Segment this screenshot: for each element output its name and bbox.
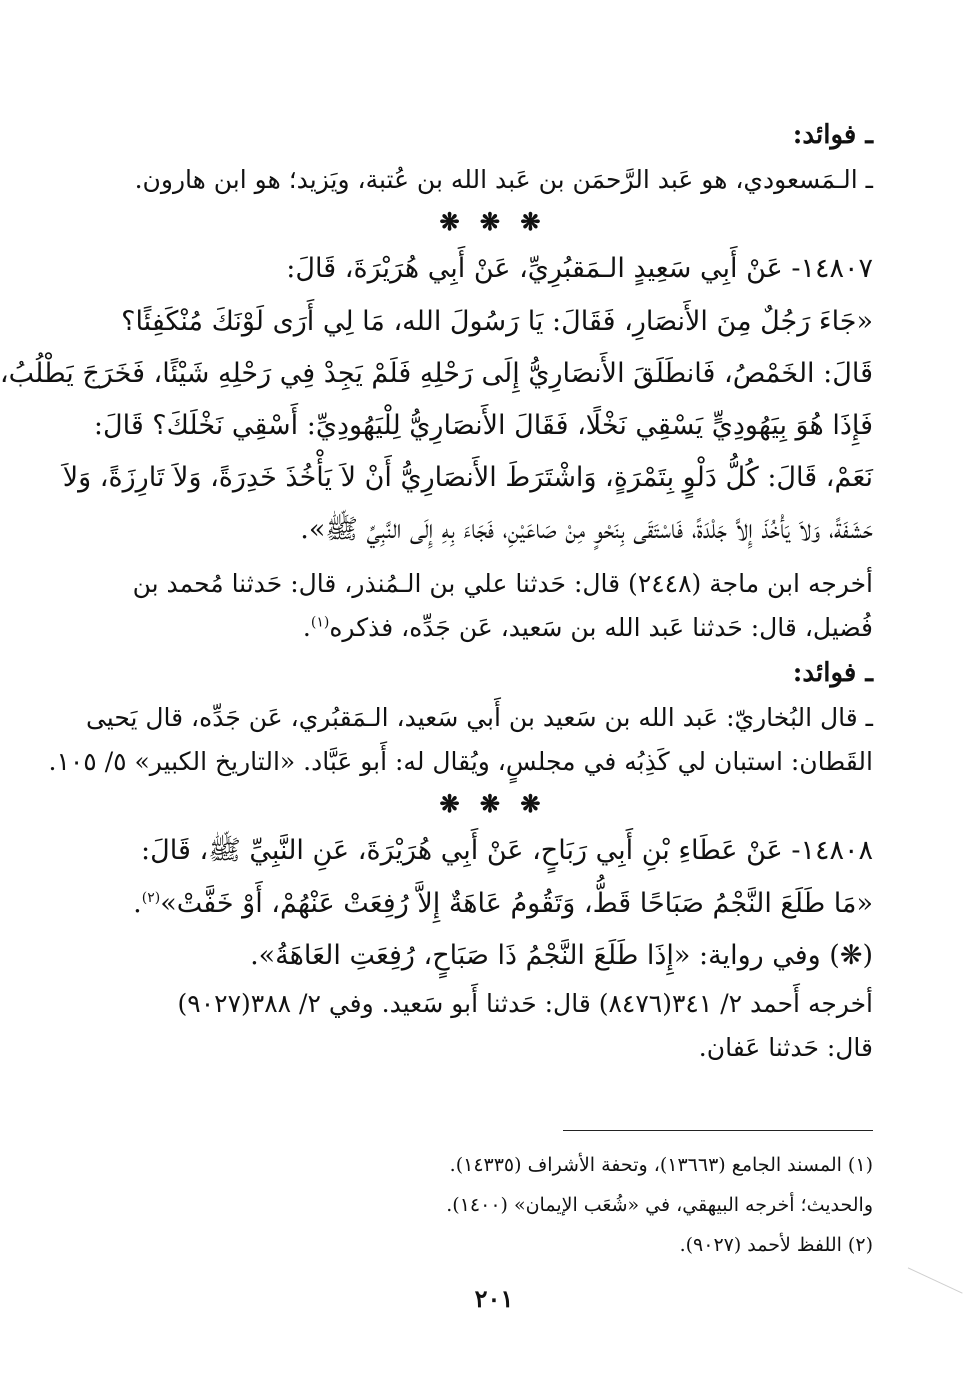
hadith-1807-line-5: حَشَفَةً، وَلاَ يَأْخُذَ إِلاَّ جَلْدَةً، فَاسْتَقَى بِنَحْوٍ مِنْ صَاعَيْنِ، فَجَاءَ بِهِ إِلَى النَّبِيِّ ﷺ». (300, 514, 873, 545)
hadith-1808-text: «مَا طَلَعَ النَّجْمُ صَبَاحًا قَطُّ، وَتَقُومُ عَاهَةٌ إِلاَّ رُفِعَتْ عَنْهُمْ، أَوْ خَفَّتْ» (160, 888, 873, 919)
benefits-heading-1: ـ فوائد: (792, 120, 873, 150)
footnote-marker-2[interactable]: (٢) (141, 890, 161, 906)
hadith-1808-line-1 (113, 878, 873, 930)
hadith-1807-line-1: «جَاءَ رَجُلٌ مِنَ الأَنصَارِ، فَقَالَ: يَا رَسُولَ الله، مَا لِي أَرَى لَوْنَكَ مُنْكَفِئًا؟ (121, 306, 873, 337)
page-number: ٢٠١ (474, 1284, 514, 1313)
separator-2: ❋ ❋ ❋ (439, 789, 547, 818)
benefits-line-1: ـ الـمَسعودي، هو عَبد الرَّحمَن بن عَبد الله بن عُتبة، ويَزيد؛ هو ابن هارون. (134, 165, 873, 194)
benefits-line-3: القَطان: استبان لي كَذِبُه في مجلسٍ، ويُقال له: أَبو عَبَّاد. «التاريخ الكبير» ٥/ ١٠٥. (48, 747, 873, 776)
hadith-1807-line-4: نَعَمْ، قَالَ: كُلُّ دَلْوٍ بِتَمْرَةٍ، وَاشْتَرَطَ الأَنصَارِيُّ أَنْ لاَ يَأْخُذَ خَدِرَةً، وَلاَ تَارِزَةً، وَلاَ (62, 462, 873, 493)
hadith-1808-end: . (133, 888, 142, 919)
separator-1: ❋ ❋ ❋ (439, 207, 547, 236)
footnotes (113, 1130, 873, 1265)
footnote-1-continued: والحديث؛ أخرجه البيهقي، في «شُعَب الإيمان» (١٤٠٠). (446, 1194, 873, 1216)
hadith-1807-takhrij-2: فُضيل، قال: حَدثنا عَبد الله بن سَعيد، عَن جَدِّه، فذكره$^{(١)}$. (302, 613, 873, 642)
footnote-1: (١) المسند الجامع (١٣٦٦٣)، وتحفة الأشراف (١٤٣٣٥). (449, 1154, 873, 1176)
benefits-heading-2: ـ فوائد: (792, 658, 873, 688)
hadith-1807-title: ١٤٨٠٧- عَنْ أَبِي سَعِيدٍ الـمَقبُرِيِّ، عَنْ أَبِي هُرَيْرَةَ، قَالَ: (286, 253, 873, 284)
page-body (0, 112, 873, 1070)
hadith-1807-line-3: فَإِذَا هُوَ بِيَهُودِيٍّ يَسْقِي نَخْلًا، فَقَالَ الأَنصَارِيُّ لِلْيَهُودِيِّ: أَسْقِي نَخْلَكَ؟ قَالَ: (93, 410, 873, 441)
hadith-1808-title: ١٤٨٠٨- عَنْ عَطَاءِ بْنِ أَبِي رَبَاحٍ، عَنْ أَبِي هُرَيْرَةَ، عَنِ النَّبِيِّ ﷺ، قَالَ: (141, 835, 873, 866)
footnote-2: (٢) اللفظ لأحمد (٩٠٢٧). (679, 1234, 873, 1256)
hadith-1808-takhrij-1: أخرجه أَحمد ٢/ ٣٤١(٨٤٧٦) قال: حَدثنا أَبو سَعيد. وفي ٢/ ٣٨٨(٩٠٢٧) (177, 989, 873, 1018)
hadith-1807-takhrij-1: أخرجه ابن ماجة (٢٤٤٨) قال: حَدثنا علي بن الـمُنذر، قال: حَدثنا مُحمد بن (132, 569, 873, 598)
hadith-1808-takhrij-2: قال: حَدثنا عَفان. (698, 1033, 873, 1062)
benefits-line-2: ـ قال البُخاريّ: عَبد الله بن سَعيد بن أَبي سَعيد، الـمَقبُري، عَن جَدِّه، قال يَحيى (85, 703, 873, 732)
hadith-1807-takhrij-2-text: فُضيل، قال: حَدثنا عَبد الله بن سَعيد، عَن جَدِّه، فذكره (329, 613, 873, 642)
hadith-1807-line-2: قَالَ: الخَمْصُ، فَانطَلَقَ الأَنصَارِيُّ إِلَى رَحْلِهِ فَلَمْ يَجِدْ فِي رَحْلِهِ شَيْئًا، فَخَرَجَ يَطْلُبُ، (0, 358, 873, 389)
hadith-1808-riwaya: (❋) وفي رواية: «إِذَا طَلَعَ النَّجْمُ ذَا صَبَاحٍ، رُفِعَتِ العَاهَةُ». (250, 940, 873, 971)
footnote-marker-1[interactable]: (١) (310, 614, 330, 631)
footnote-divider (563, 1130, 873, 1131)
